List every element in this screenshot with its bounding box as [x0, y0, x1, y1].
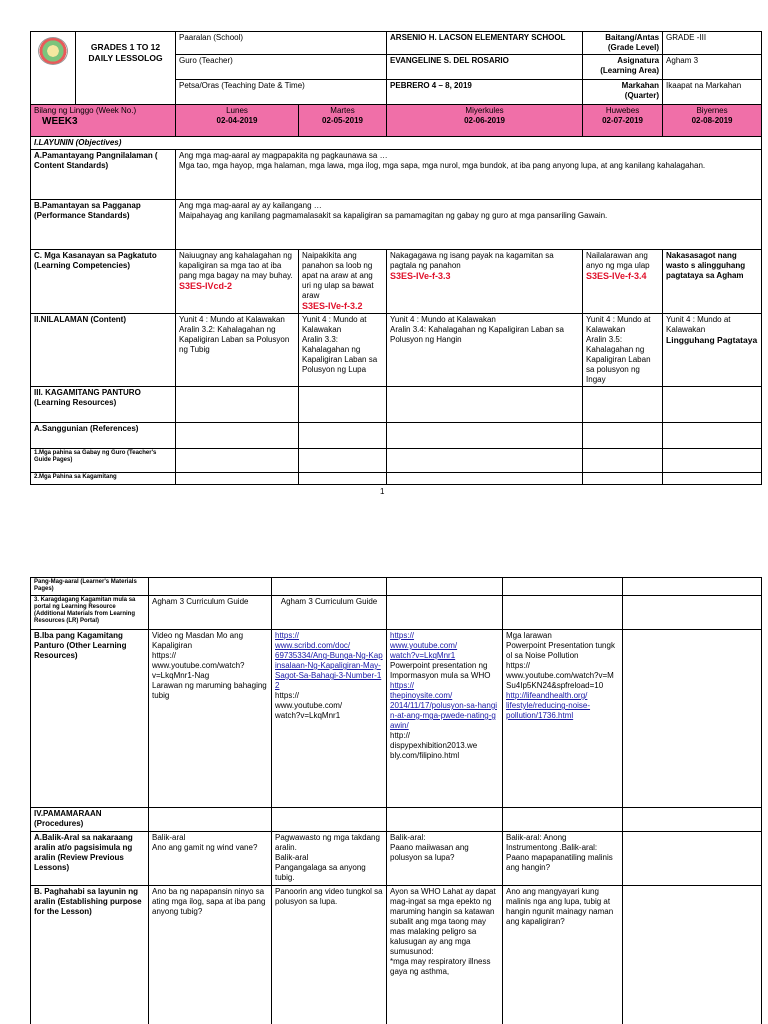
empty-cell: [663, 473, 762, 485]
empty-cell: [583, 449, 663, 473]
purpose-thursday: Ano ang mangyayari kung malinis nga ang lupa, tubig at hangin ngunit mainagy naman ang kapaligiran?: [503, 886, 623, 1024]
competency-thursday: [583, 250, 663, 314]
lr-tuesday: Agham 3 Curriculum Guide: [272, 596, 387, 630]
objectives-heading: I.LAYUNIN (Objectives): [31, 137, 762, 150]
lesson-log-table-page2: [30, 577, 762, 1024]
review-tuesday: Pagwawasto ng mga takdang aralin. Balik-aral Pangangalaga sa anyong tubig.: [272, 832, 387, 886]
day-wednesday: [387, 105, 583, 137]
teacher-value: EVANGELINE S. DEL ROSARIO: [387, 55, 583, 80]
empty-cell: [623, 630, 762, 808]
area-label: Asignatura (Learning Area): [583, 55, 663, 80]
content-friday-unit: Yunit 4 : Mundo at Kalawakan: [666, 315, 731, 335]
competency-code: S3ES-IVe-f-3.3: [390, 271, 451, 281]
day-date: 02-08-2019: [691, 116, 733, 125]
empty-cell: [663, 449, 762, 473]
empty-cell: [176, 449, 299, 473]
teacher-label: Guro (Teacher): [176, 55, 387, 80]
purpose-label: B. Paghahabi sa layunin ng aralin (Establishing purpose for the Lesson): [31, 886, 149, 1024]
procedures-label: IV.PAMAMARAAN (Procedures): [31, 808, 149, 832]
youtube-text: https:// www.youtube.com/ watch?v=LkqMnr1: [275, 691, 343, 720]
references-label: A.Sanggunian (References): [31, 423, 176, 449]
competency-code: S3ES-IVe-f-3.4: [586, 271, 647, 281]
review-friday: [623, 832, 762, 886]
empty-cell: [149, 808, 272, 832]
datetime-label: Petsa/Oras (Teaching Date & Time): [176, 80, 387, 105]
lesson-log-table-page1: [30, 31, 762, 485]
quarter-value: Ikaapat na Markahan: [663, 80, 762, 105]
content-thursday: Yunit 4 : Mundo at Kalawakan Aralin 3.5: Kahalagahan ng Kapaligiran Laban sa polusyon ng Ingay: [583, 314, 663, 387]
content-standards-text: Ang mga mag-aaral ay magpapakita ng pagkaunawa sa … Mga tao, mga hayop, mga halaman, mga lawa, mga ilog, mga sapa, mga nurol, mga bundok, at iba pang anyong lupa, at ang kanilang kahalagahan.: [176, 150, 762, 200]
lr-thursday: [503, 596, 623, 630]
review-monday: Balik-aral Ano ang gamit ng wind vane?: [149, 832, 272, 886]
performance-standards-label: B.Pamantayan sa Pagganap (Performance Standards): [31, 200, 176, 250]
content-standards-label: A.Pamantayang Pangnilalaman ( Content Standards): [31, 150, 176, 200]
day-name: Biyernes: [696, 106, 728, 115]
day-monday: [176, 105, 299, 137]
empty-cell: [623, 578, 762, 596]
pinoysite-link[interactable]: https:// thepinoysite.com/ 2014/11/17/polusyon-sa-hangin-at-ang-mga-pwede-nating-gawin/: [390, 681, 498, 730]
empty-cell: [503, 578, 623, 596]
performance-standards-text: Ang mga mag-aaral ay ay kailangang … Maipahayag ang kanilang pagmamalasakit sa kapaligiran sa pamamagitan ng gabay ng guro at mga pansariling Gawain.: [176, 200, 762, 250]
noise-pollution-text: Mga larawan Powerpoint Presentation tungkol sa Noise Pollution https:// www.youtube.com/watch?v=MSu4Ip5KN24&spfreload=10: [506, 631, 615, 690]
school-label: Paaralan (School): [176, 32, 387, 55]
day-name: Lunes: [226, 106, 248, 115]
lr-portal-label: 3. Karagdagang Kagamitan mula sa portal ng Learning Resource (Additional Materials from Learning Resources (LR) Portal): [31, 596, 149, 630]
competency-text: Naipakikita ang panahon sa loob ng apat na araw at ang uri ng ulap sa bawat araw: [302, 251, 374, 300]
review-wednesday: Balik-aral: Paano maiiwasan ang polusyon sa lupa?: [387, 832, 503, 886]
empty-cell: [272, 578, 387, 596]
week-row: [31, 105, 762, 137]
competency-code: S3ES-IVcd-2: [179, 281, 233, 291]
other-resources-wednesday: [387, 630, 503, 808]
empty-cell: [503, 808, 623, 832]
day-date: 02-04-2019: [216, 116, 258, 125]
empty-cell: [583, 387, 663, 423]
lifeandhealth-link[interactable]: http://lifeandhealth.org/ lifestyle/reducing-noise-pollution/1736.html: [506, 691, 591, 720]
scribd-link[interactable]: https:// www.scribd.com/doc/ 69735334/Ang-Bunga-Ng-Kapinsalaan-Ng-Kapaligiran-May-Sagot-Sa-Bahagi-3-Number-12: [275, 631, 383, 690]
empty-cell: [387, 473, 583, 485]
content-tuesday: Yunit 4 : Mundo at Kalawakan Aralin 3.3: Kahalagahan ng Kapaligiran Laban sa Polusyon ng Lupa: [299, 314, 387, 387]
day-date: 02-06-2019: [464, 116, 505, 125]
empty-cell: [299, 449, 387, 473]
review-thursday: Balik-aral: Anong Instrumentong .Balik-aral: Paano mapapanatiling malinis ang hangin?: [503, 832, 623, 886]
school-logo: [38, 37, 68, 65]
title-line-1: GRADES 1 TO 12: [90, 42, 161, 52]
empty-cell: [387, 808, 503, 832]
week-value: WEEK3: [42, 116, 78, 127]
purpose-friday: [623, 886, 762, 1024]
competency-text: Naiuugnay ang kahalagahan ng kapaligiran sa mga tao at iba pang mga bagay na may buhay.: [179, 251, 293, 280]
empty-cell: [387, 578, 503, 596]
competency-wednesday: [387, 250, 583, 314]
day-name: Miyerkules: [465, 106, 504, 115]
other-resources-label: B.Iba pang Kagamitang Panturo (Other Learning Resources): [31, 630, 149, 808]
empty-cell: [149, 578, 272, 596]
day-name: Huwebes: [605, 106, 640, 115]
purpose-monday: Ano ba ng napapansin ninyo sa ating mga ilog, sapa at iba pang anyong tubig?: [149, 886, 272, 1024]
lr-monday: Agham 3 Curriculum Guide: [149, 596, 272, 630]
empty-cell: [387, 423, 583, 449]
quarter-label: Markahan (Quarter): [583, 80, 663, 105]
empty-cell: [299, 473, 387, 485]
who-presentation-text: Powerpoint presentation ng Impormasyon mula sa WHO: [390, 661, 491, 680]
datetime-value: PEBRERO 4 – 8, 2019: [387, 80, 583, 105]
other-resources-tuesday: [272, 630, 387, 808]
empty-cell: [176, 387, 299, 423]
day-name: Martes: [330, 106, 355, 115]
dispyp-text: http:// dispypexhibition2013.we bly.com/filipino.html: [390, 731, 478, 760]
area-value: Agham 3: [663, 55, 762, 80]
other-resources-monday: Video ng Masdan Mo ang Kapaligiran https:// www.youtube.com/watch?v=LkqMnr1-Nag Larawan ng maruming bahaging tubig: [149, 630, 272, 808]
empty-cell: [176, 423, 299, 449]
empty-cell: [583, 423, 663, 449]
empty-cell: [299, 387, 387, 423]
grade-label: Baitang/Antas (Grade Level): [583, 32, 663, 55]
learners-materials-cont-label: Pang-Mag-aaral (Learner's Materials Pages): [31, 578, 149, 596]
teachers-guide-label: 1.Mga pahina sa Gabay ng Guro (Teacher's Guide Pages): [31, 449, 176, 473]
day-tuesday: [299, 105, 387, 137]
competencies-label: C. Mga Kasanayan sa Pagkatuto (Learning Competencies): [31, 250, 176, 314]
resources-label: III. KAGAMITANG PANTURO (Learning Resources): [31, 387, 176, 423]
empty-cell: [663, 423, 762, 449]
empty-cell: [387, 449, 583, 473]
content-monday: Yunit 4 : Mundo at Kalawakan Aralin 3.2: Kahalagahan ng Kapaligiran Laban sa Polusyon ng Tubig: [176, 314, 299, 387]
competency-monday: [176, 250, 299, 314]
empty-cell: [583, 473, 663, 485]
competency-text: Nailalarawan ang anyo ng mga ulap: [586, 251, 650, 270]
title-line-2: DAILY LESSOLOG: [88, 52, 163, 63]
page-title: [76, 32, 176, 105]
day-date: 02-07-2019: [602, 116, 643, 125]
empty-cell: [663, 387, 762, 423]
competency-tuesday: [299, 250, 387, 314]
youtube-link[interactable]: https:// www.youtube.com/ watch?v=LkqMnr1: [390, 631, 458, 660]
empty-cell: [623, 808, 762, 832]
empty-cell: [272, 808, 387, 832]
learners-materials-label: 2.Mga Pahina sa Kagamitang: [31, 473, 176, 485]
other-resources-thursday: [503, 630, 623, 808]
week-label: Bilang ng Linggo (Week No.): [34, 106, 137, 115]
school-logo-cell: [31, 32, 76, 105]
competency-code: S3ES-IVe-f-3.2: [302, 301, 363, 311]
content-wednesday: Yunit 4 : Mundo at Kalawakan Aralin 3.4: Kahalagahan ng Kapaligiran Laban sa Polusyon ng Hangin: [387, 314, 583, 387]
week-label-cell: [31, 105, 176, 137]
empty-cell: [176, 473, 299, 485]
competency-friday: [663, 250, 762, 314]
day-thursday: [583, 105, 663, 137]
content-label: II.NILALAMAN (Content): [31, 314, 176, 387]
empty-cell: [387, 387, 583, 423]
empty-cell: [299, 423, 387, 449]
grade-value: GRADE -III: [663, 32, 762, 55]
day-date: 02-05-2019: [322, 116, 363, 125]
competency-text: Nakasasagot nang wasto s alingguhang pagtataya sa Agham: [666, 251, 746, 280]
school-value: ARSENIO H. LACSON ELEMENTARY SCHOOL: [387, 32, 583, 55]
purpose-tuesday: Panoorin ang video tungkol sa polusyon sa lupa.: [272, 886, 387, 1024]
lr-wednesday: [387, 596, 503, 630]
review-label: A.Balik-Aral sa nakaraang aralin at/o pagsisimula ng aralin (Review Previous Lessons): [31, 832, 149, 886]
content-friday-bold: Lingguhang Pagtataya: [666, 335, 758, 346]
lr-friday: [623, 596, 762, 630]
purpose-wednesday: Ayon sa WHO Lahat ay dapat mag-ingat sa mga epekto ng maruming hangin sa katawan subalit ang mga taong may mas malaking peligro sa kalusugan ay ang mga sumusunod: *mga may respiratory illness gaya ng asthma,: [387, 886, 503, 1024]
day-friday: [663, 105, 762, 137]
page-number: 1: [380, 487, 385, 496]
competency-text: Nakagagawa ng isang payak na kagamitan sa pagtala ng panahon: [390, 251, 554, 270]
content-friday: [663, 314, 762, 387]
